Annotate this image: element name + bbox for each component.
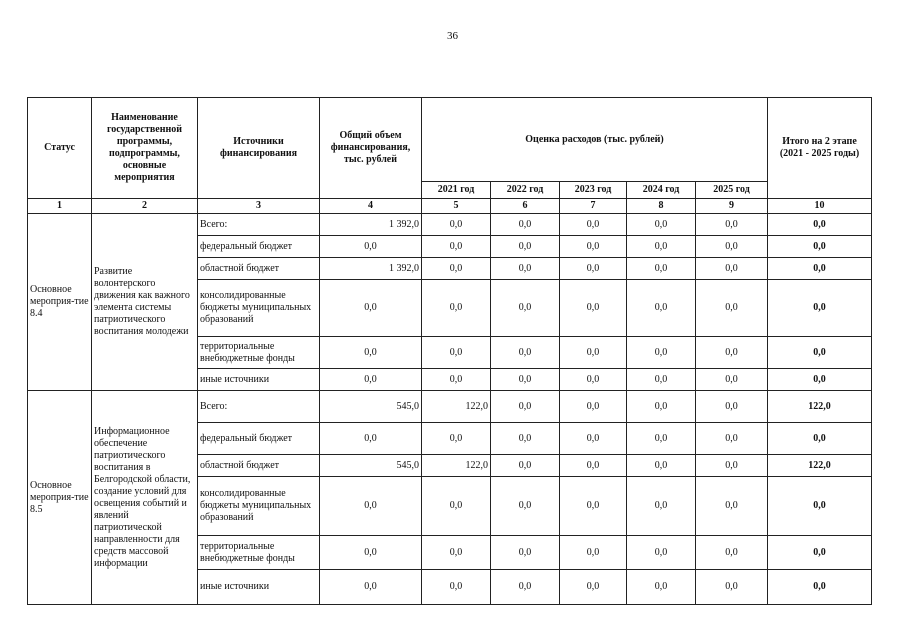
total-cell: 0,0: [320, 570, 422, 605]
year-cell: 0,0: [491, 236, 560, 258]
total-cell: 0,0: [320, 423, 422, 455]
year-cell: 0,0: [696, 423, 768, 455]
source-cell: консолидированные бюджеты муниципальных образований: [198, 477, 320, 536]
year-cell: 0,0: [696, 369, 768, 391]
source-cell: областной бюджет: [198, 455, 320, 477]
header-year: 2022 год: [491, 182, 560, 199]
year-cell: 0,0: [422, 258, 491, 280]
header-year: 2025 год: [696, 182, 768, 199]
year-cell: 122,0: [422, 455, 491, 477]
total-cell: 1 392,0: [320, 258, 422, 280]
column-number: 1: [28, 199, 92, 214]
year-cell: 0,0: [560, 536, 627, 570]
year-cell: 0,0: [560, 391, 627, 423]
total-cell: 0,0: [320, 236, 422, 258]
header-estimate: Оценка расходов (тыс. рублей): [422, 98, 768, 182]
year-cell: 0,0: [491, 258, 560, 280]
stage-total-cell: 0,0: [768, 337, 872, 369]
financing-table: [27, 97, 872, 605]
year-cell: 0,0: [696, 536, 768, 570]
column-number: 8: [627, 199, 696, 214]
status-cell: Основное мероприя-тие 8.5: [28, 391, 92, 605]
column-number: 6: [491, 199, 560, 214]
total-cell: 545,0: [320, 391, 422, 423]
year-cell: 0,0: [491, 280, 560, 337]
year-cell: 0,0: [627, 570, 696, 605]
source-cell: консолидированные бюджеты муниципальных образований: [198, 280, 320, 337]
source-cell: территориальные внебюджетные фонды: [198, 536, 320, 570]
column-number: 2: [92, 199, 198, 214]
year-cell: 0,0: [422, 369, 491, 391]
stage-total-cell: 122,0: [768, 391, 872, 423]
stage-total-cell: 0,0: [768, 477, 872, 536]
header-status: Статус: [28, 98, 92, 199]
source-cell: территориальные внебюджетные фонды: [198, 337, 320, 369]
year-cell: 0,0: [627, 369, 696, 391]
total-cell: 0,0: [320, 477, 422, 536]
year-cell: 0,0: [422, 423, 491, 455]
total-cell: 0,0: [320, 337, 422, 369]
year-cell: 0,0: [422, 536, 491, 570]
stage-total-cell: 122,0: [768, 455, 872, 477]
source-cell: иные источники: [198, 369, 320, 391]
year-cell: 0,0: [627, 337, 696, 369]
year-cell: 0,0: [696, 477, 768, 536]
year-cell: 0,0: [422, 280, 491, 337]
stage-total-cell: 0,0: [768, 423, 872, 455]
year-cell: 0,0: [696, 258, 768, 280]
page-number: 36: [447, 30, 458, 42]
header-name: Наименование государственной программы, подпрограммы, основные мероприятия: [92, 98, 198, 199]
header-sources: Источники финансирования: [198, 98, 320, 199]
total-cell: 545,0: [320, 455, 422, 477]
stage-total-cell: 0,0: [768, 369, 872, 391]
column-number: 4: [320, 199, 422, 214]
source-cell: Всего:: [198, 214, 320, 236]
year-cell: 0,0: [560, 423, 627, 455]
source-cell: областной бюджет: [198, 258, 320, 280]
year-cell: 0,0: [560, 337, 627, 369]
year-cell: 0,0: [560, 369, 627, 391]
year-cell: 0,0: [696, 337, 768, 369]
year-cell: 0,0: [560, 214, 627, 236]
year-cell: 0,0: [696, 236, 768, 258]
total-cell: 0,0: [320, 369, 422, 391]
year-cell: 0,0: [491, 536, 560, 570]
year-cell: 0,0: [491, 214, 560, 236]
source-cell: иные источники: [198, 570, 320, 605]
year-cell: 0,0: [491, 455, 560, 477]
year-cell: 0,0: [422, 337, 491, 369]
column-number: 10: [768, 199, 872, 214]
column-number: 5: [422, 199, 491, 214]
source-cell: Всего:: [198, 391, 320, 423]
column-number: 7: [560, 199, 627, 214]
header-year: 2021 год: [422, 182, 491, 199]
column-number: 3: [198, 199, 320, 214]
year-cell: 0,0: [696, 214, 768, 236]
year-cell: 0,0: [422, 570, 491, 605]
total-cell: 0,0: [320, 280, 422, 337]
year-cell: 0,0: [491, 369, 560, 391]
year-cell: 0,0: [696, 280, 768, 337]
year-cell: 0,0: [627, 214, 696, 236]
year-cell: 122,0: [422, 391, 491, 423]
measure-name-cell: Информационное обеспечение патриотического воспитания в Белгородской области, создание условий для освещения событий и явлений патриотической направленности для средств массовой информации: [92, 391, 198, 605]
year-cell: 0,0: [560, 477, 627, 536]
stage-total-cell: 0,0: [768, 536, 872, 570]
header-stage-total: Итого на 2 этапе (2021 - 2025 годы): [768, 98, 872, 199]
year-cell: 0,0: [627, 391, 696, 423]
year-cell: 0,0: [491, 570, 560, 605]
stage-total-cell: 0,0: [768, 258, 872, 280]
source-cell: федеральный бюджет: [198, 423, 320, 455]
stage-total-cell: 0,0: [768, 214, 872, 236]
year-cell: 0,0: [696, 570, 768, 605]
year-cell: 0,0: [491, 423, 560, 455]
stage-total-cell: 0,0: [768, 280, 872, 337]
column-number: 9: [696, 199, 768, 214]
year-cell: 0,0: [696, 391, 768, 423]
table-row: [28, 214, 872, 236]
year-cell: 0,0: [422, 477, 491, 536]
year-cell: 0,0: [696, 455, 768, 477]
table-row: [28, 391, 872, 423]
year-cell: 0,0: [491, 391, 560, 423]
year-cell: 0,0: [491, 337, 560, 369]
year-cell: 0,0: [422, 236, 491, 258]
header-year: 2023 год: [560, 182, 627, 199]
total-cell: 0,0: [320, 536, 422, 570]
year-cell: 0,0: [627, 536, 696, 570]
year-cell: 0,0: [560, 258, 627, 280]
stage-total-cell: 0,0: [768, 236, 872, 258]
status-cell: Основное мероприя-тие 8.4: [28, 214, 92, 391]
year-cell: 0,0: [422, 214, 491, 236]
header-total: Общий объем финансирования, тыс. рублей: [320, 98, 422, 199]
year-cell: 0,0: [627, 423, 696, 455]
year-cell: 0,0: [491, 477, 560, 536]
year-cell: 0,0: [627, 280, 696, 337]
stage-total-cell: 0,0: [768, 570, 872, 605]
header-year: 2024 год: [627, 182, 696, 199]
year-cell: 0,0: [627, 236, 696, 258]
year-cell: 0,0: [560, 455, 627, 477]
year-cell: 0,0: [560, 236, 627, 258]
year-cell: 0,0: [627, 477, 696, 536]
total-cell: 1 392,0: [320, 214, 422, 236]
source-cell: федеральный бюджет: [198, 236, 320, 258]
measure-name-cell: Развитие волонтерского движения как важного элемента системы патриотического воспитания молодежи: [92, 214, 198, 391]
year-cell: 0,0: [560, 280, 627, 337]
year-cell: 0,0: [627, 258, 696, 280]
year-cell: 0,0: [627, 455, 696, 477]
year-cell: 0,0: [560, 570, 627, 605]
